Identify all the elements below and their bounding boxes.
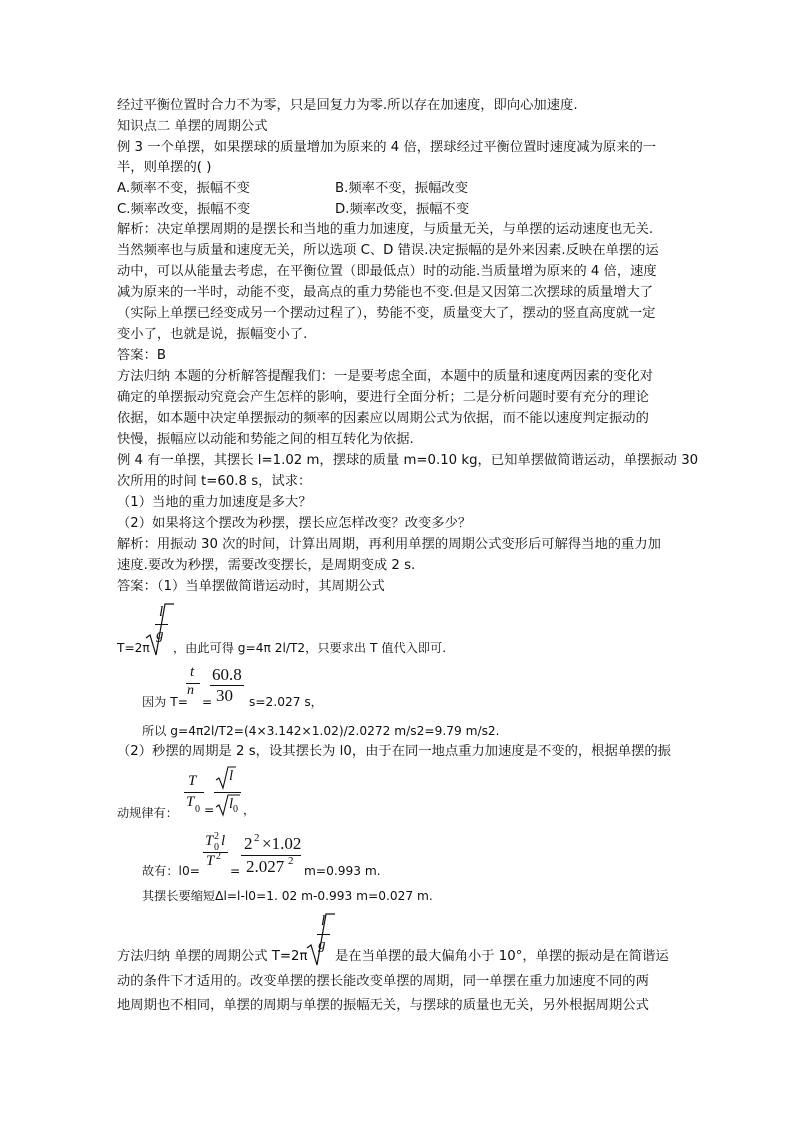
method-summary-line: 地周期也不相同，单摆的周期与单摆的振幅无关，与摆球的质量也无关，另外根据周期公式 xyxy=(117,998,649,1013)
analysis-line: 变小了，也就是说，振幅变小了. xyxy=(117,327,308,342)
fraction-numerator: 2 xyxy=(244,834,253,853)
formula-text: 动规律有： xyxy=(117,806,178,820)
formula-text: ， xyxy=(243,803,256,817)
sub-question-1: （1）当地的重力加速度是多大？ xyxy=(117,495,312,510)
analysis-line: 解析：决定单摆周期的是摆长和当地的重力加速度，与质量无关，与单摆的运动速度也无关. xyxy=(117,222,654,237)
method-summary-line: 快慢，振幅应以动能和势能之间的相互转化为依据. xyxy=(117,432,414,447)
method-summary-line: 动的条件下才适用的。改变单摆的摆长能改变单摆的周期，同一单摆在重力加速度不同的两 xyxy=(117,974,649,989)
example-4-question-cont: 次所用的时间 t=60.8 s，试求： xyxy=(117,474,312,489)
answer-line: 答案：（1）当单摆做简谐运动时，其周期公式 xyxy=(117,579,385,594)
method-summary-line: 方法归纳 本题的分析解答提醒我们：一是要考虑全面，本题中的质量和速度两因素的变化对 xyxy=(117,369,654,384)
analysis-line: 当然频率也与质量和速度无关，所以选项 C、D 错误.决定振幅的是外来因素.反映在单摆的运 xyxy=(117,243,659,258)
analysis-line: 减为原来的一半时，动能不变，最高点的重力势能也不变.但是又因第二次摆球的质量增大了 xyxy=(117,285,654,300)
formula-text: 故有：l0= xyxy=(142,864,200,878)
formula-text: s=2.027 s， xyxy=(249,695,323,709)
method-summary-line: 依据，如本题中决定单摆振动的频率的因素应以周期公式为依据，而不能以速度判定振动的 xyxy=(117,411,649,426)
fraction-bar xyxy=(184,792,204,793)
option-b: B.频率不变，振幅改变 xyxy=(335,181,469,196)
fraction-denominator: 30 xyxy=(216,686,233,705)
method-summary-line: 方法归纳 单摆的周期公式 T=2π xyxy=(117,949,308,964)
fraction-denominator: T xyxy=(206,853,215,869)
fraction-denominator: l xyxy=(229,796,234,812)
superscript: 2 xyxy=(216,851,221,862)
answer-line: 答案：B xyxy=(117,348,167,363)
option-d: D.频率改变，振幅不变 xyxy=(335,202,470,217)
equals-sign: = xyxy=(204,803,215,817)
fraction-denominator: n xyxy=(187,683,194,698)
method-summary-line: 确定的单摆振动究竟会产生怎样的影响，要进行全面分析；二是分析问题时要有充分的理论 xyxy=(117,390,649,405)
analysis-line: 动中，可以从能量去考虑，在平衡位置（即最低点）时的动能.当质量增为原来的 4 倍，速度 xyxy=(117,264,657,279)
option-c: C.频率改变，振幅不变 xyxy=(117,202,251,217)
superscript: 2 xyxy=(254,832,260,844)
fraction-numerator: 60.8 xyxy=(212,665,242,684)
sub-question-2: （2）如果将这个摆改为秒摆，摆长应怎样改变？改变多少？ xyxy=(117,516,472,531)
subscript: 0 xyxy=(214,842,219,853)
method-summary-line: 是在当单摆的最大偏角小于 10°，单摆的振动是在简谐运 xyxy=(335,949,669,964)
example-3-question: 例 3 一个单摆，如果摆球的质量增加为原来的 4 倍，摆球经过平衡位置时速度减为原来的一 xyxy=(117,140,657,155)
superscript: 2 xyxy=(288,855,294,867)
formula-prefix: T=2π xyxy=(117,641,150,655)
analysis-line: 速度.要改为秒摆，需要改变摆长，是周期变成 2 s. xyxy=(117,558,416,573)
equals-sign: = xyxy=(202,695,213,709)
option-a: A.频率不变，振幅不变 xyxy=(117,181,250,196)
fraction-bar xyxy=(317,934,330,935)
analysis-line: （实际上单摆已经变成另一个摆动过程了），势能不变，质量变大了，摆动的竖直高度就一定 xyxy=(117,306,656,321)
fraction-numerator: ×1.02 xyxy=(262,834,302,853)
fraction-numerator: T xyxy=(188,773,197,789)
fraction-numerator: t xyxy=(190,664,195,680)
formula-text: 因为 T= xyxy=(142,695,188,709)
formula-text: m=0.993 m. xyxy=(304,864,381,878)
fraction-numerator: l xyxy=(321,913,326,929)
fraction-numerator: T xyxy=(205,833,214,849)
subscript: 0 xyxy=(233,804,238,815)
analysis-line: 解析：用振动 30 次的时间，计算出周期，再利用单摆的周期公式变形后可解得当地的重力加 xyxy=(117,537,661,552)
fraction-numerator: l xyxy=(229,768,234,784)
fraction-denominator: g xyxy=(156,627,164,643)
fraction-bar xyxy=(155,624,168,625)
example-4-question: 例 4 有一单摆，其摆长 l=1.02 m，摆球的质量 m=0.10 kg，已知单摆做简谐运动，单摆振动 30 xyxy=(117,453,699,468)
formula-text: 所以 g=4π2l/T2=(4×3.142×1.02)/2.0272 m/s2=9.79 m/s2. xyxy=(142,724,500,738)
formula-text: ，由此可得 g=4π 2l/T2，只要求出 T 值代入即可. xyxy=(173,641,447,655)
formula-text: 其摆长要缩短Δl=l-l0=1. 02 m-0.993 m=0.027 m. xyxy=(142,889,433,903)
text-line: 经过平衡位置时合力不为零，只是回复力为零.所以存在加速度，即向心加速度. xyxy=(117,98,578,113)
sqrt-symbol xyxy=(215,765,237,790)
subscript: 0 xyxy=(195,804,200,815)
answer-line: （2）秒摆的周期是 2 s，设其摆长为 l0，由于在同一地点重力加速度是不变的，根据单摆的振 xyxy=(117,744,671,759)
equals-sign: = xyxy=(230,864,241,878)
superscript: 2 xyxy=(214,831,219,842)
fraction-numerator: l xyxy=(159,604,164,620)
fraction-denominator: T xyxy=(186,794,195,810)
section-heading: 知识点二 单摆的周期公式 xyxy=(117,119,268,134)
fraction-denominator: 2.027 xyxy=(246,857,285,876)
fraction-denominator: g xyxy=(318,937,326,953)
example-3-question-cont: 半，则单摆的( ) xyxy=(117,160,212,175)
fraction-numerator: l xyxy=(221,833,226,849)
